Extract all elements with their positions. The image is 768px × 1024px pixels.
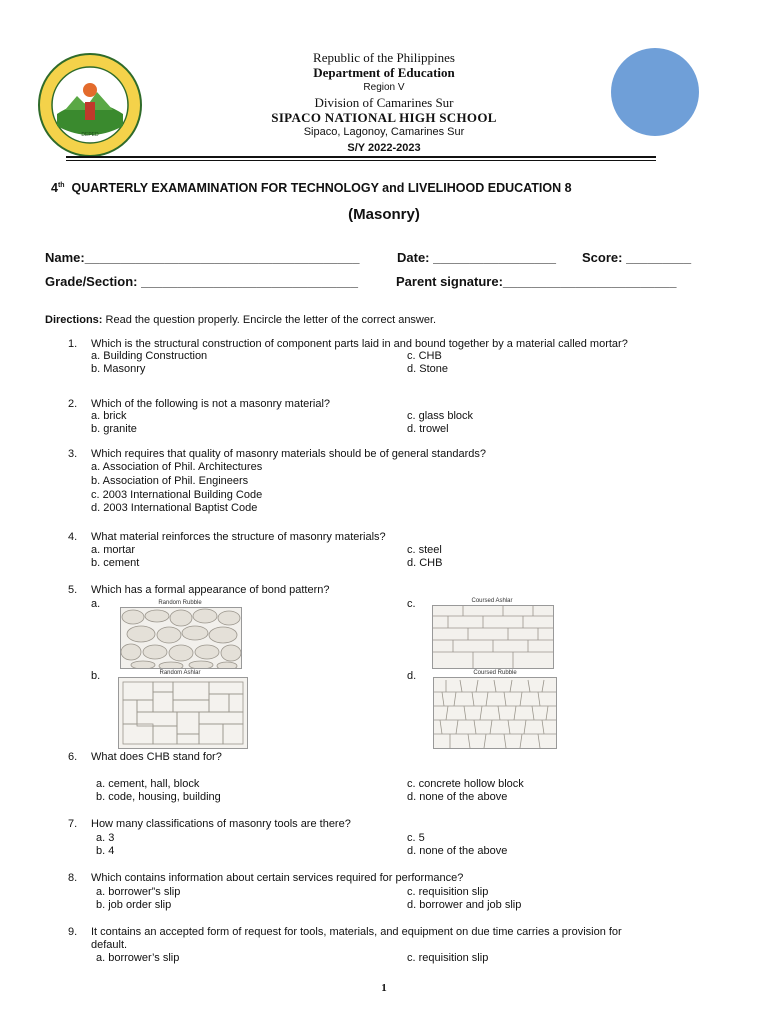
score-field[interactable]: Score: _________ — [582, 250, 692, 265]
option-d[interactable]: d. borrower and job slip — [407, 899, 522, 911]
option-c[interactable]: c. 5 — [407, 832, 425, 844]
option-b[interactable]: b. granite — [91, 423, 137, 435]
option-c[interactable]: c. CHB — [407, 350, 442, 362]
exam-title-text: QUARTERLY EXAMAMINATION FOR TECHNOLOGY and LIVELIHOOD EDUCATION 8 — [71, 181, 572, 195]
question-number: 9. — [68, 926, 78, 938]
option-a[interactable]: a. borrower’s slip — [96, 952, 180, 964]
question-number: 8. — [68, 872, 78, 884]
option-d[interactable]: d. none of the above — [407, 791, 508, 803]
directions-label: Directions: — [45, 314, 103, 326]
option-d[interactable]: d. — [407, 670, 417, 682]
option-c[interactable]: c. steel — [407, 544, 442, 556]
option-c[interactable]: c. concrete hollow block — [407, 778, 524, 790]
option-b[interactable]: b. job order slip — [96, 899, 172, 911]
question-text-continued: default. — [91, 939, 128, 951]
republic-line: Republic of the Philippines — [313, 50, 455, 65]
option-d[interactable]: d. Stone — [407, 363, 448, 375]
option-b[interactable]: b. 4 — [96, 845, 115, 857]
question-text: What material reinforces the structure of masonry materials? — [91, 531, 386, 543]
option-c[interactable]: c. 2003 International Building Code — [91, 489, 263, 501]
page-number: 1 — [381, 982, 387, 994]
question-text: Which is the structural construction of component parts laid in and bound together by a material called mortar? — [91, 338, 628, 350]
coursed-ashlar-image[interactable] — [432, 605, 554, 669]
question-number: 6. — [68, 751, 78, 763]
question-text: Which of the following is not a masonry material? — [91, 398, 331, 410]
coursed-rubble-image[interactable] — [433, 677, 557, 749]
question-text: How many classifications of masonry tools are there? — [91, 818, 351, 830]
department-line: Department of Education — [313, 65, 455, 80]
directions — [45, 314, 436, 327]
quarter-superscript: th — [57, 181, 65, 189]
option-a[interactable]: a. 3 — [96, 832, 115, 844]
random-ashlar-caption: Random Ashlar — [159, 670, 201, 676]
question-text: Which requires that quality of masonry materials should be of general standards? — [91, 448, 486, 460]
question-number: 7. — [68, 818, 78, 830]
question-text: Which contains information about certain services required for performance? — [91, 872, 464, 884]
quarter-number: 4 — [51, 181, 58, 195]
question-number: 3. — [68, 448, 78, 460]
question-number: 1. — [68, 338, 78, 350]
school-address: Sipaco, Lagonoy, Camarines Sur — [303, 126, 465, 138]
option-c[interactable]: c. requisition slip — [407, 952, 489, 964]
option-a[interactable]: a. borrower”s slip — [96, 886, 181, 898]
random-ashlar-image[interactable] — [118, 677, 248, 749]
random-rubble-caption: Random Rubble — [158, 600, 202, 606]
random-rubble-image[interactable] — [120, 607, 242, 669]
option-b[interactable]: b. Masonry — [91, 363, 146, 375]
exam-subtitle: (Masonry) — [348, 206, 420, 223]
question-text: What does CHB stand for? — [91, 751, 222, 763]
header-divider — [66, 156, 656, 158]
question-text: Which has a formal appearance of bond pattern? — [91, 584, 330, 596]
option-a[interactable]: a. Association of Phil. Architectures — [91, 461, 263, 473]
svg-text:DEPED: DEPED — [81, 132, 99, 138]
directions-text: Read the question properly. Encircle the letter of the correct answer. — [102, 314, 437, 326]
option-a[interactable]: a. cement, hall, block — [96, 778, 200, 790]
option-d[interactable]: d. CHB — [407, 557, 443, 569]
school-year: S/Y 2022-2023 — [347, 142, 421, 154]
option-c[interactable]: c. glass block — [407, 410, 474, 422]
option-d[interactable]: d. 2003 International Baptist Code — [91, 502, 258, 514]
option-c[interactable]: c. requisition slip — [407, 886, 489, 898]
question-text: It contains an accepted form of request for tools, materials, and equipment on due time carries a provision for — [91, 926, 622, 938]
option-a[interactable]: a. Building Construction — [91, 350, 208, 362]
region-line: Region V — [363, 82, 405, 93]
question-number: 2. — [68, 398, 78, 410]
question-number: 4. — [68, 531, 78, 543]
option-d[interactable]: d. trowel — [407, 423, 449, 435]
option-b[interactable]: b. — [91, 670, 101, 682]
name-field[interactable]: Name:______________________________________ — [45, 250, 360, 265]
option-a[interactable]: a. mortar — [91, 544, 136, 556]
option-d[interactable]: d. none of the above — [407, 845, 508, 857]
question-number: 5. — [68, 584, 78, 596]
coursed-ashlar-caption: Coursed Ashlar — [471, 598, 513, 604]
option-b[interactable]: b. code, housing, building — [96, 791, 221, 803]
option-a[interactable]: a. brick — [91, 410, 127, 422]
division-line: Division of Camarines Sur — [314, 95, 454, 110]
grade-section-field[interactable]: Grade/Section: ______________________________ — [45, 274, 358, 289]
date-field[interactable]: Date: _________________ — [397, 250, 557, 265]
option-c[interactable]: c. — [407, 598, 416, 610]
option-b[interactable]: b. cement — [91, 557, 140, 569]
school-name: SIPACO NATIONAL HIGH SCHOOL — [271, 110, 497, 125]
exam-title — [51, 181, 572, 195]
parent-signature-field[interactable]: Parent signature:________________________ — [396, 274, 677, 289]
option-b[interactable]: b. Association of Phil. Engineers — [91, 475, 249, 487]
coursed-rubble-caption: Coursed Rubble — [473, 670, 517, 676]
header-divider-thin — [66, 160, 656, 161]
option-a[interactable]: a. — [91, 598, 101, 610]
